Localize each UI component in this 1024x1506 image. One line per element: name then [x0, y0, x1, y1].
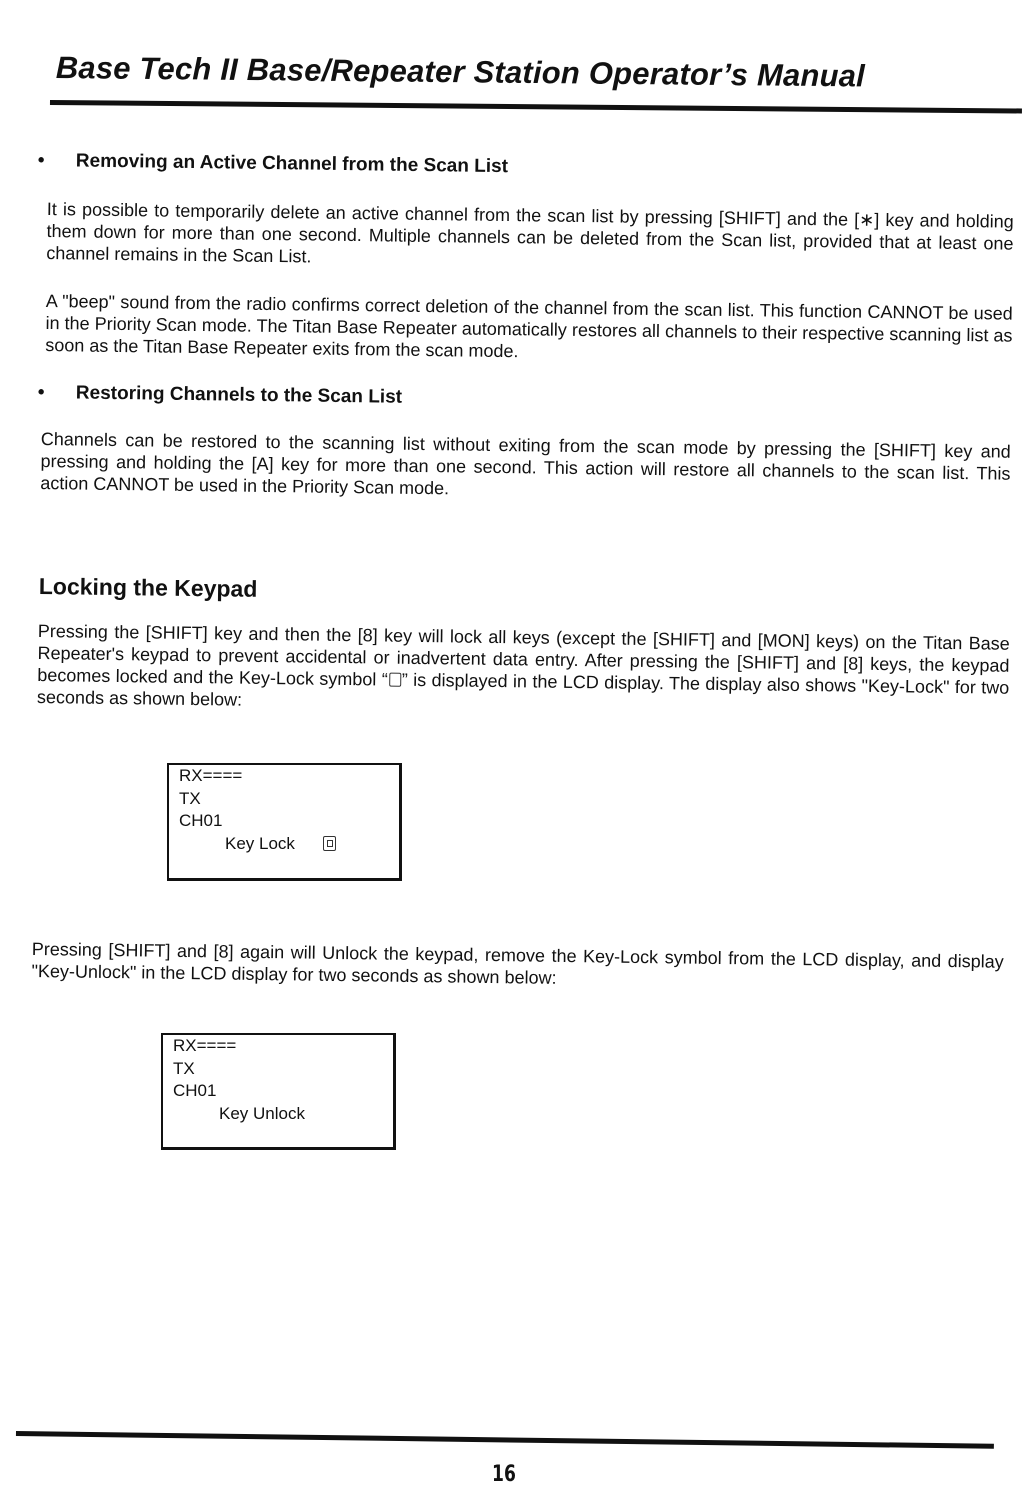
lcd-key-lock-text: Key Lock: [225, 833, 295, 853]
removing-para-2: [45, 290, 1013, 369]
locking-para-text: [37, 620, 1010, 721]
lcd-display-unlock: [161, 1033, 396, 1150]
bullet: •: [37, 382, 45, 404]
removing-para-1: [46, 198, 1014, 277]
locking-heading-block: [39, 573, 939, 612]
removing-heading-text: Removing an Active Channel from the Scan List: [75, 150, 509, 178]
lcd-tx-line: TX: [173, 1058, 195, 1078]
lcd-tx-line: TX: [179, 788, 201, 808]
unlock-para: [31, 938, 1003, 995]
lcd-channel-line: CH01: [173, 1081, 217, 1100]
locking-para: [37, 620, 1010, 721]
restoring-heading: [38, 382, 998, 417]
title-rule: [50, 100, 1022, 113]
restoring-para: [40, 428, 1011, 507]
lcd-status-line: [173, 1103, 393, 1126]
removing-para-2-text: A "beep" sound from the radio confirms correct deletion of the channel from the scan list. This function CANNOT be used in the Priority Scan mode. The Titan Base Repeater automatically restores all channels to their respective scanning list as soon as the Titan Base Repeater exits from the scan mode.: [45, 290, 1013, 362]
bullet: •: [37, 150, 45, 172]
unlock-para-text: Pressing [SHIFT] and [8] again will Unlock the keypad, remove the Key-Lock symbol from the LCD display, and display "Key-Unlock" in the LCD display for two seconds as shown below:: [31, 938, 1004, 988]
removing-para-1-text: It is possible to temporarily delete an active channel from the scan list by pressing [SHIFT] and the [∗] key and holding them down for more than one second. Multiple channels can be deleted from the Scan list, provided that at least one channel remains in the Scan List.: [46, 198, 1014, 267]
page-number: 16: [492, 1462, 516, 1487]
removing-heading-block: [38, 150, 998, 185]
removing-heading: [38, 150, 998, 185]
lcd-status-line: [179, 833, 399, 856]
restoring-heading-text: Restoring Channels to the Scan List: [75, 382, 403, 408]
lcd-rx-line: RX====: [173, 1036, 237, 1055]
lcd-rx-line: RX====: [179, 766, 243, 785]
key-lock-icon: [323, 836, 336, 851]
lcd-display-lock: [167, 763, 402, 881]
page-title: Base Tech II Base/Repeater Station Operator’s Manual: [55, 50, 866, 94]
restoring-para-text: Channels can be restored to the scanning list without exiting from the scan mode by pressing the [SHIFT] key and pressing and holding the [A] key for more than one second. This action will restore all channels to the scan list. This action CANNOT be used in the Priority Scan mode.: [40, 428, 1011, 499]
locking-para-after: ” is displayed in the LCD display. The display also shows "Key-Lock" for two seconds as shown below:: [36, 669, 1010, 710]
locking-heading: Locking the Keypad: [38, 573, 258, 602]
lcd-key-unlock-text: Key Unlock: [219, 1103, 305, 1123]
lcd-channel-line: CH01: [179, 811, 223, 830]
restoring-heading-block: [38, 382, 998, 417]
footer-rule: [16, 1431, 994, 1449]
key-lock-icon: [389, 673, 401, 687]
locking-para-before: Pressing the [SHIFT] key and then the [8] key will lock all keys (except the [SHIFT] and [MON] keys) on the Titan Base Repeater's keypad to prevent accidental or inadvertent data entry. After pressing the [SHIFT] and [8] keys, the keypad becomes locked and the Key-Lock symbol “: [37, 620, 1010, 690]
